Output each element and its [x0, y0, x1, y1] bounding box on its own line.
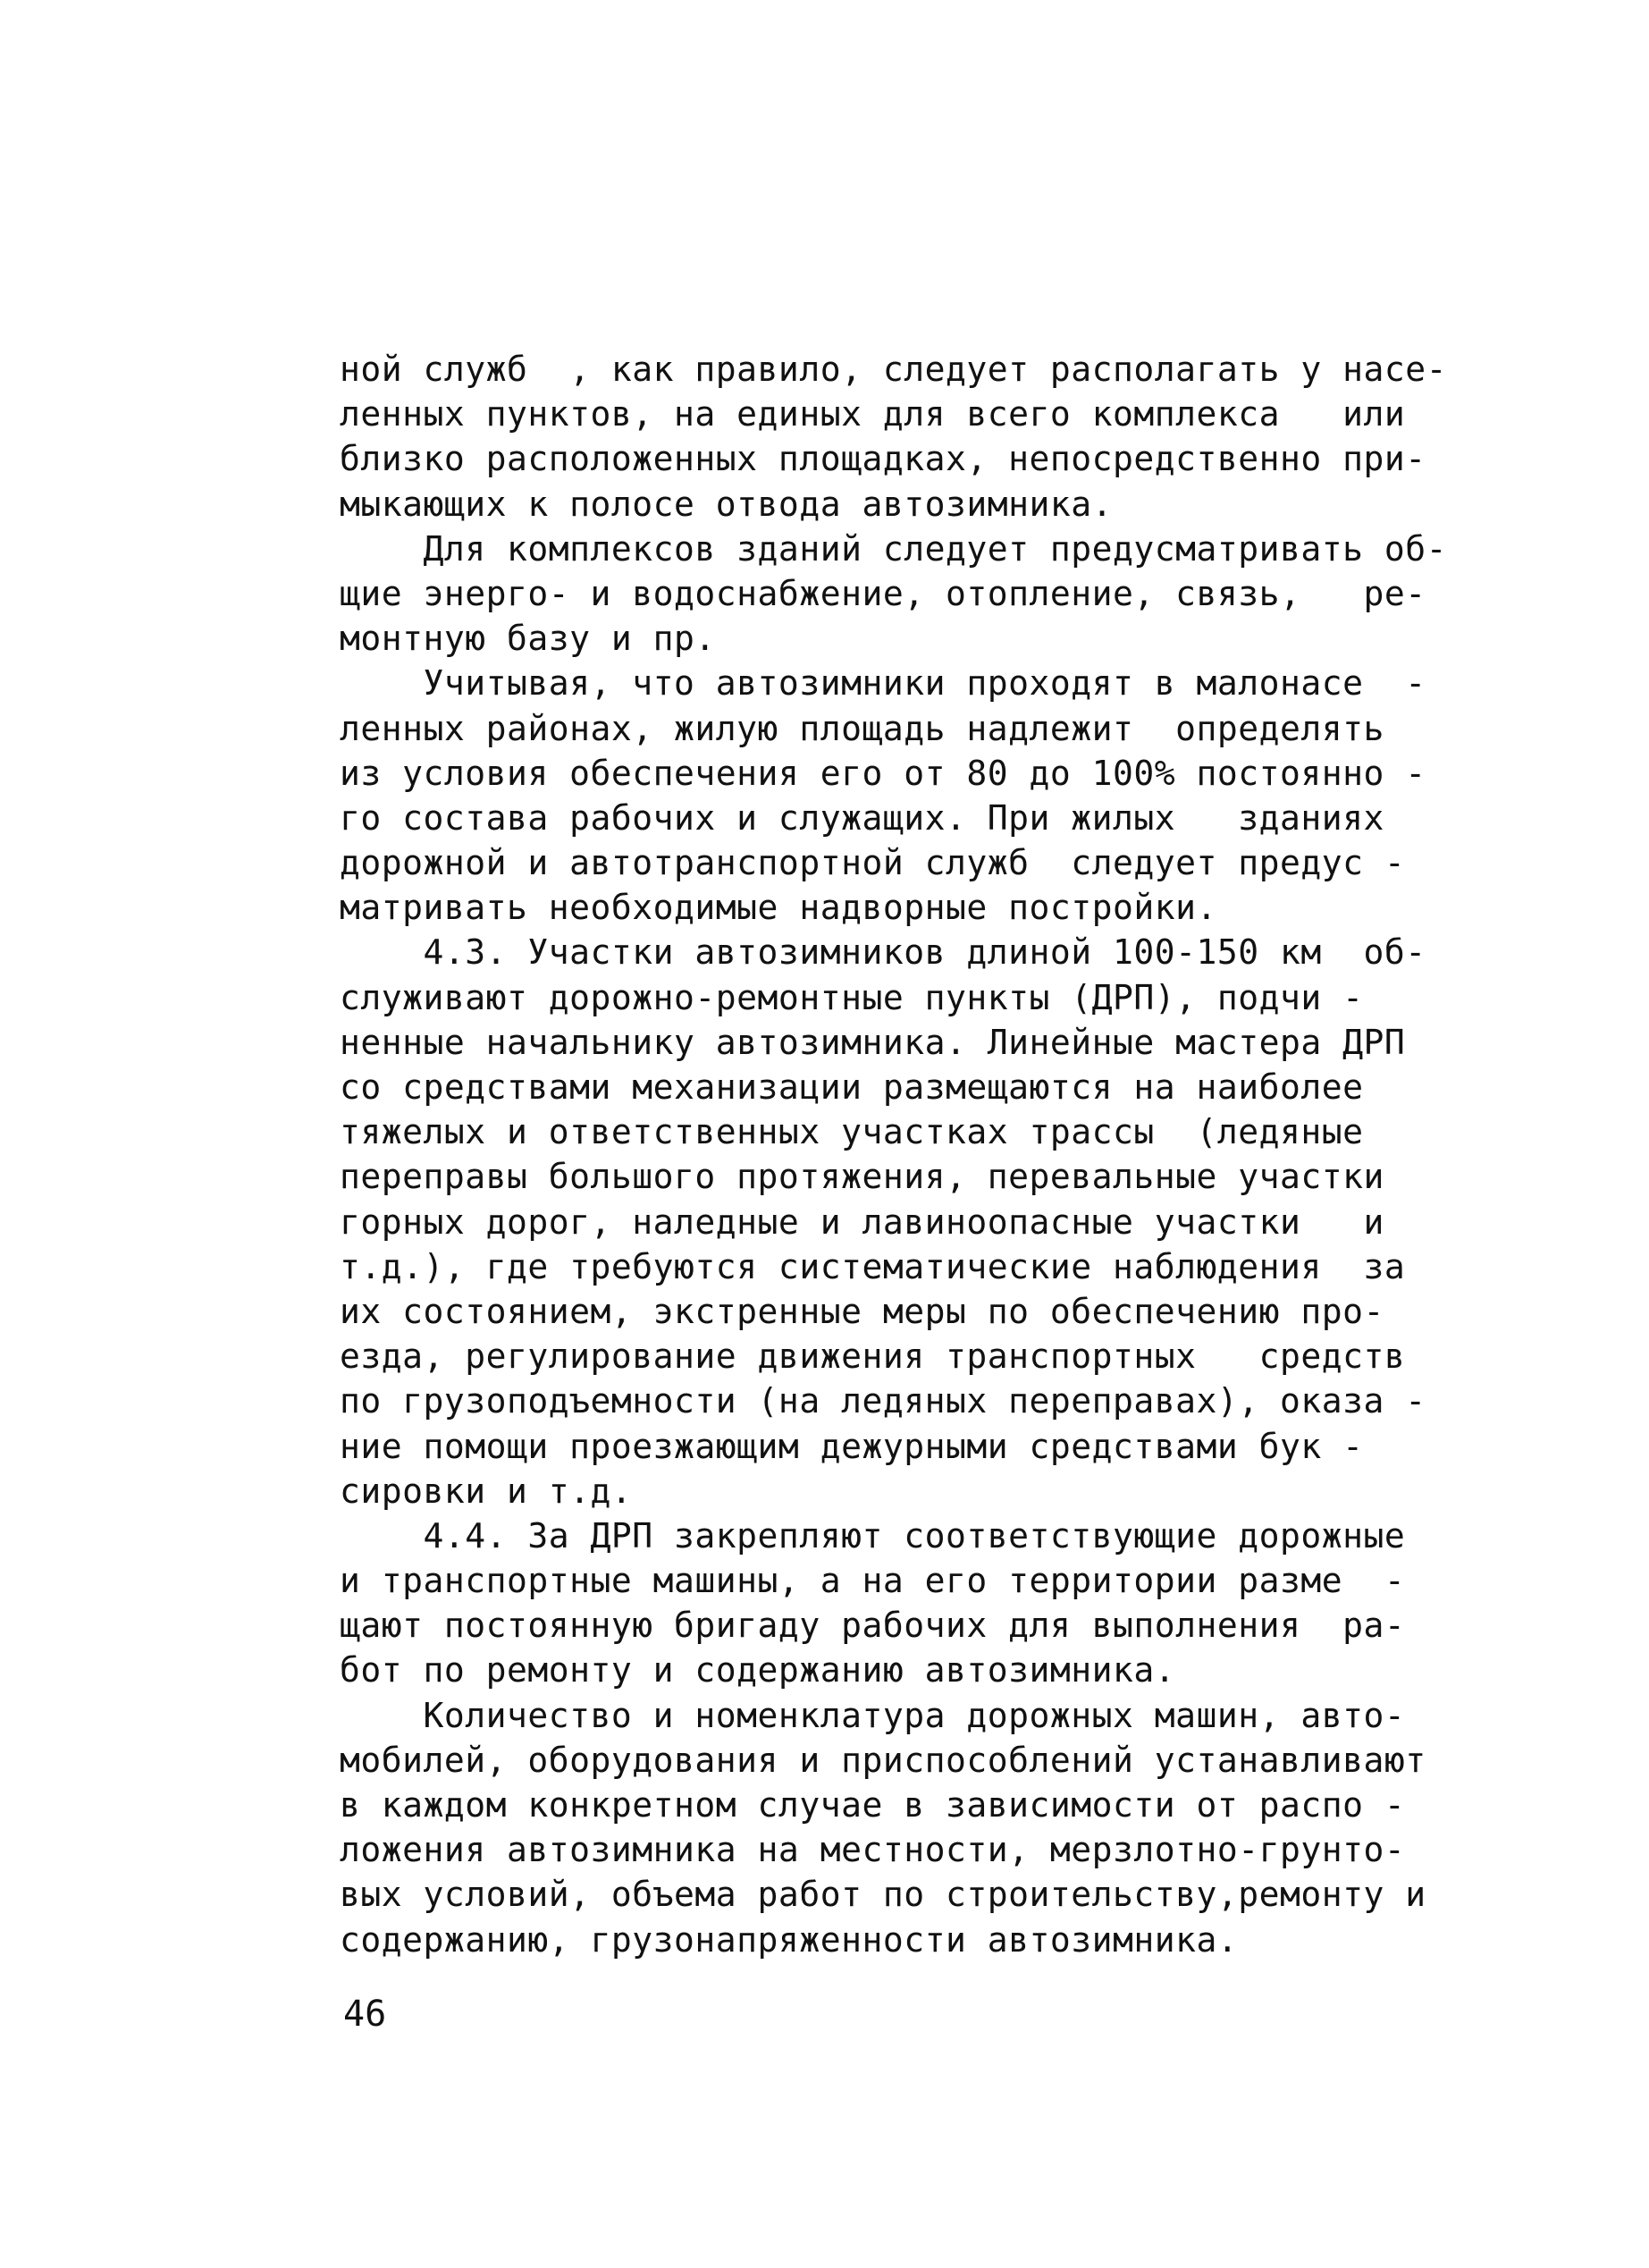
text-line: со средствами механизации размещаются на наиболее: [340, 1067, 1364, 1107]
text-line: щие энерго- и водоснабжение, отопление, связь, ре-: [340, 573, 1426, 613]
text-line: мобилей, оборудования и приспособлений устанавливают: [340, 1740, 1426, 1780]
text-line: щают постоянную бригаду рабочих для выполнения ра-: [340, 1606, 1406, 1646]
text-line: тяжелых и ответственных участках трассы (ледяные: [340, 1112, 1364, 1152]
text-line: 4.4. За ДРП закрепляют соответствующие дорожные: [340, 1515, 1406, 1556]
text-line: езда, регулирование движения транспортных средств: [340, 1336, 1406, 1377]
text-line: монтную базу и пр.: [340, 619, 716, 659]
text-line: горных дорог, наледные и лавиноопасные участки и: [340, 1201, 1384, 1242]
body-text: [340, 347, 1475, 1962]
text-line: близко расположенных площадках, непосредственно при-: [340, 439, 1426, 479]
text-line: матривать необходимые надворные постройки.: [340, 888, 1217, 928]
text-line: и транспортные машины, а на его территории разме -: [340, 1561, 1406, 1601]
text-line: мыкающих к полосе отвода автозимника.: [340, 484, 1113, 524]
text-line: ложения автозимника на местности, мерзлотно-грунто-: [340, 1830, 1406, 1870]
text-line: ненные начальнику автозимника. Линейные мастера ДРП: [340, 1022, 1406, 1062]
text-line: по грузоподъемности (на ледяных переправах), оказа -: [340, 1381, 1426, 1421]
text-line: ной служб , как правило, следует располагать у насе-: [340, 350, 1448, 389]
text-line: Количество и номенклатура дорожных машин, авто-: [340, 1695, 1406, 1735]
text-line: их состоянием, экстренные меры по обеспечению про-: [340, 1291, 1384, 1331]
text-line: бот по ремонту и содержанию автозимника.: [340, 1650, 1176, 1690]
text-line: 4.3. Участки автозимников длиной 100-150 км об-: [340, 932, 1426, 973]
text-line: в каждом конкретном случае в зависимости от распо -: [340, 1785, 1406, 1825]
text-line: Учитывая, что автозимники проходят в малонасе -: [340, 663, 1426, 704]
text-line: го состава рабочих и служащих. При жилых зданиях: [340, 797, 1384, 838]
text-line: из условия обеспечения его от 80 до 100% постоянно -: [340, 753, 1426, 793]
text-line: ние помощи проезжающим дежурными средствами бук -: [340, 1426, 1364, 1466]
text-line: дорожной и автотранспортной служб следует предус -: [340, 843, 1406, 883]
text-line: ленных пунктов, на единых для всего комплекса или: [340, 394, 1406, 434]
text-line: переправы большого протяжения, перевальные участки: [340, 1157, 1384, 1197]
text-line: Для комплексов зданий следует предусматривать об-: [340, 528, 1448, 569]
text-line: вых условий, объема работ по строительству,ремонту и: [340, 1875, 1426, 1915]
text-line: ленных районах, жилую площадь надлежит определять: [340, 708, 1384, 748]
text-line: служивают дорожно-ремонтные пункты (ДРП), подчи -: [340, 977, 1364, 1017]
text-line: сировки и т.д.: [340, 1471, 633, 1511]
page-number: 46: [343, 1994, 387, 2035]
text-line: т.д.), где требуются систематические наблюдения за: [340, 1246, 1406, 1286]
text-line: содержанию, грузонапряженности автозимника.: [340, 1919, 1239, 1960]
